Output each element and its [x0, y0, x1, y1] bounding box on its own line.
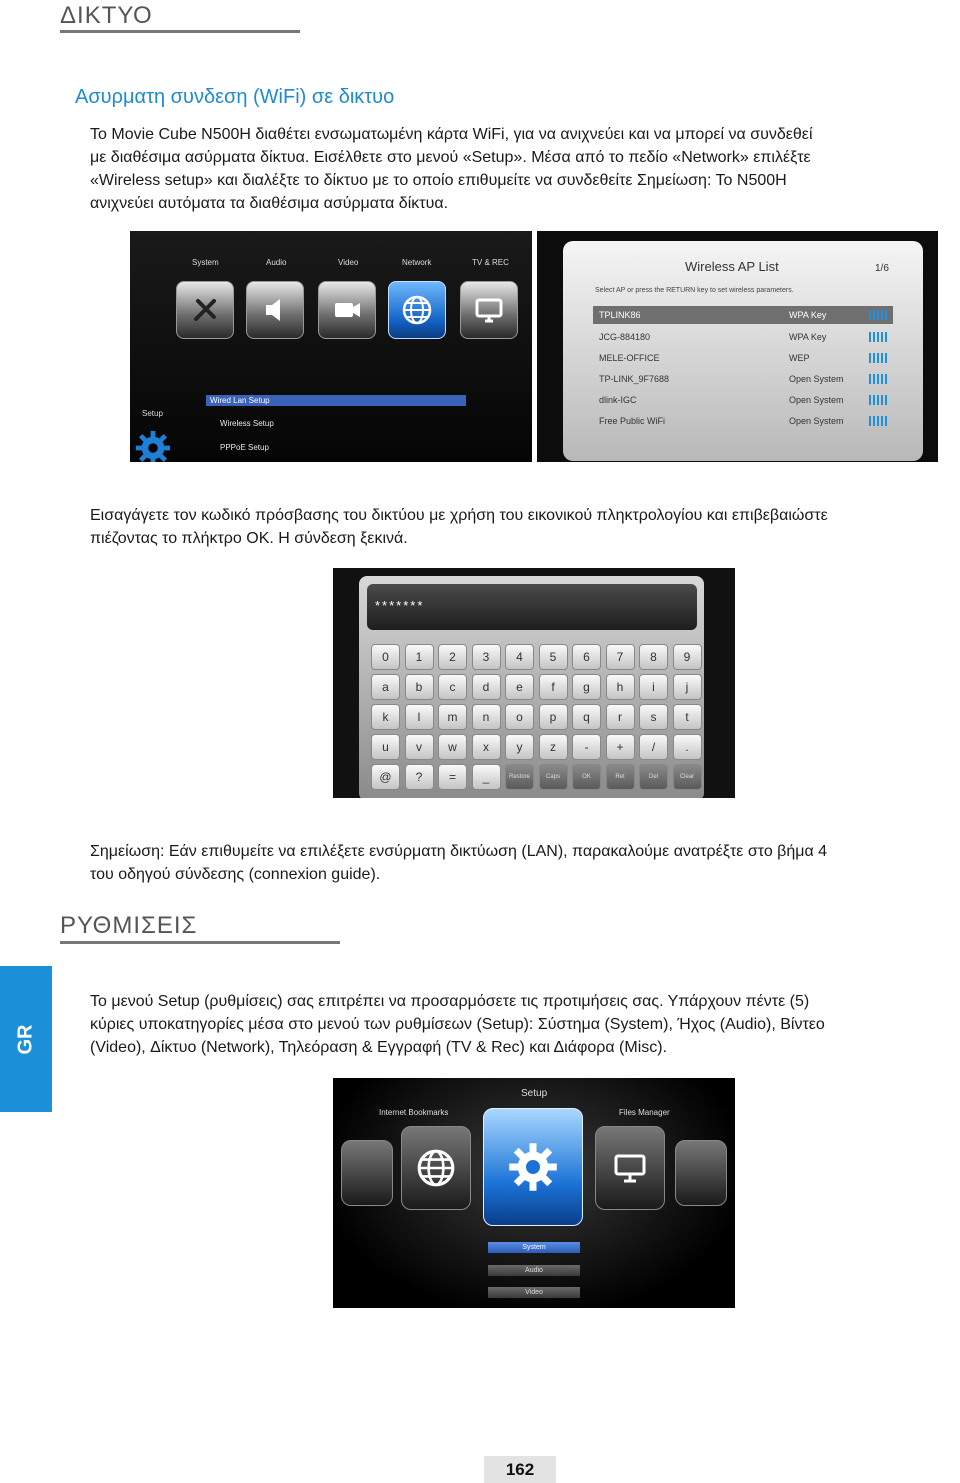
keyboard-key: c — [438, 674, 467, 700]
tab-video: Video — [338, 258, 359, 267]
keyboard-key: o — [505, 704, 534, 730]
wifi-paragraph-line: ανιχνεύει αυτόματα τα διαθέσιμα ασύρματα δίκτυα. — [90, 195, 449, 212]
globe-icon — [415, 1147, 457, 1189]
keyboard-key: 0 — [371, 644, 400, 670]
keyboard-key: y — [505, 734, 534, 760]
tools-icon — [188, 293, 222, 327]
ap-row — [593, 349, 893, 367]
keyboard-key: z — [539, 734, 568, 760]
keyboard-key: j — [673, 674, 702, 700]
keyboard-key: q — [572, 704, 601, 730]
keyboard-key: x — [472, 734, 501, 760]
tv-tile — [460, 281, 518, 339]
settings-paragraph-line: (Video), Δίκτυο (Network), Τηλεόραση & Εγγραφή (TV & Rec) και Διάφορα (Misc). — [90, 1039, 668, 1056]
signal-icon — [869, 310, 887, 320]
section-rule-network — [60, 30, 300, 33]
keyboard-key: s — [639, 704, 668, 730]
camera-icon — [330, 293, 364, 327]
ap-security: Open System — [789, 395, 844, 405]
setup-center-label: Setup — [521, 1088, 548, 1099]
keyboard-key: m — [438, 704, 467, 730]
keyboard-key: r — [606, 704, 635, 730]
password-paragraph-line: Εισαγάγετε τον κωδικό πρόσβασης του δικτύου με χρήση του εικονικού πληκτρολογίου και επιβεβαιώστε — [90, 507, 828, 524]
audio-bar: Audio — [488, 1265, 580, 1276]
wifi-paragraph — [90, 123, 813, 215]
signal-icon — [869, 332, 887, 342]
setup-side-label: Setup — [142, 409, 163, 418]
signal-icon — [869, 416, 887, 426]
keyboard-key: 4 — [505, 644, 534, 670]
language-tab-label: GR — [14, 1024, 37, 1054]
keyboard-key: 9 — [673, 644, 702, 670]
wifi-paragraph-line: «Wireless setup» και διαλέξτε το δίκτυο με το οποίο επιθυμείτε να συνδεθείτε Σημείωση: Το N500H — [90, 172, 787, 189]
wifi-paragraph-line: Το Movie Cube N500H διαθέτει ενσωματωμένη κάρτα WiFi, για να ανιχνεύει και να μπορεί να συνδεθεί — [90, 126, 813, 143]
settings-paragraph — [90, 990, 825, 1059]
keyboard-key: / — [639, 734, 668, 760]
ap-security: Open System — [789, 416, 844, 426]
wireless-setup-item: Wireless Setup — [220, 419, 274, 428]
audio-tile — [246, 281, 304, 339]
ap-name: JCG-884180 — [599, 332, 651, 342]
screenshot-ap-list — [537, 231, 938, 462]
ap-list-page: 1/6 — [875, 263, 889, 274]
ap-security: WPA Key — [789, 332, 827, 342]
keyboard-key: 7 — [606, 644, 635, 670]
ap-list-title: Wireless AP List — [685, 259, 779, 274]
ap-name: Free Public WiFi — [599, 416, 666, 426]
internet-bookmarks-label: Internet Bookmarks — [379, 1108, 449, 1117]
keyboard-key: e — [505, 674, 534, 700]
keyboard-key: b — [405, 674, 434, 700]
ap-row — [593, 306, 893, 324]
gear-icon — [505, 1139, 561, 1195]
keyboard-key: n — [472, 704, 501, 730]
ap-name: MELE-OFFICE — [599, 353, 660, 363]
keyboard-key: t — [673, 704, 702, 730]
wired-lan-setup-item: Wired Lan Setup — [206, 395, 466, 406]
ap-name: TPLINK86 — [599, 310, 641, 320]
settings-paragraph-line: κύριες υποκατηγορίες μέσα στο μενού των ρυθμίσεων (Setup): Σύστημα (System), Ήχος (Audio), Βίντεο — [90, 1016, 825, 1033]
keyboard-key: 5 — [539, 644, 568, 670]
ap-row — [593, 328, 893, 346]
keyboard-key: ? — [405, 764, 434, 790]
video-tile — [318, 281, 376, 339]
ap-list-instruction: Select AP or press the RETURN key to set wireless parameters. — [595, 287, 794, 294]
network-tile — [388, 281, 446, 339]
keyboard-key: l — [405, 704, 434, 730]
keyboard-key: @ — [371, 764, 400, 790]
settings-paragraph-line: Το μενού Setup (ρυθμίσεις) σας επιτρέπει να προσαρμόσετε τις προτιμήσεις σας. Υπάρχουν πέντε (5) — [90, 993, 810, 1010]
keyboard-key: u — [371, 734, 400, 760]
files-manager-label: Files Manager — [619, 1108, 670, 1117]
signal-icon — [869, 395, 887, 405]
keyboard-key: w — [438, 734, 467, 760]
keyboard-key: Caps — [539, 764, 568, 790]
tab-tv-rec: TV & REC — [472, 258, 509, 267]
signal-icon — [869, 353, 887, 363]
signal-icon — [869, 374, 887, 384]
keyboard-key: + — [606, 734, 635, 760]
keyboard-key: k — [371, 704, 400, 730]
tab-audio: Audio — [266, 258, 287, 267]
video-bar: Video — [488, 1287, 580, 1298]
section-title-network: ΔΙΚΤΥΟ — [60, 2, 153, 29]
lan-note-line: Σημείωση: Εάν επιθυμείτε να επιλέξετε ενσύρματη δικτύωση (LAN), παρακαλούμε ανατρέξτε στο βήμα 4 — [90, 843, 828, 860]
wifi-heading: Ασυρματη συνδεση (WiFi) σε δικτυο — [75, 86, 395, 108]
files-tile — [595, 1126, 665, 1210]
language-tab — [0, 966, 52, 1112]
keyboard-key: i — [639, 674, 668, 700]
ap-row — [593, 370, 893, 388]
keyboard-key: Restore — [505, 764, 534, 790]
ap-name: TP-LINK_9F7688 — [599, 374, 670, 384]
ap-name: dlink-IGC — [599, 395, 637, 405]
ap-security: Open System — [789, 374, 844, 384]
screenshot-setup-network — [130, 231, 532, 462]
keyboard-key: _ — [472, 764, 501, 790]
keyboard-key: OK — [572, 764, 601, 790]
section-title-settings: ΡΥΘΜΙΣΕΙΣ — [60, 912, 198, 939]
tv-icon — [472, 293, 506, 327]
password-input: ******* — [367, 584, 697, 630]
keyboard-key: g — [572, 674, 601, 700]
ap-row — [593, 391, 893, 409]
setup-tile — [483, 1108, 583, 1226]
wifi-paragraph-line: με διαθέσιμα ασύρματα δίκτυα. Εισέλθετε στο μενού «Setup». Μέσα από το πεδίο «Network» επιλέξτε — [90, 149, 811, 166]
keyboard-key: d — [472, 674, 501, 700]
keyboard-key: - — [572, 734, 601, 760]
gear-icon — [134, 429, 172, 462]
internet-tile — [401, 1126, 471, 1210]
keyboard-key: 2 — [438, 644, 467, 670]
ap-row — [593, 412, 893, 430]
tab-system: System — [192, 258, 219, 267]
keyboard-key: Del — [639, 764, 668, 790]
password-paragraph — [90, 504, 828, 550]
pppoe-setup-item: PPPoE Setup — [220, 443, 269, 452]
keyboard-key: Clear — [673, 764, 702, 790]
misc-tile — [675, 1140, 727, 1206]
keyboard-key: 8 — [639, 644, 668, 670]
keyboard-key: = — [438, 764, 467, 790]
screenshot-keyboard — [333, 568, 735, 798]
page-number: 162 — [484, 1456, 556, 1483]
lan-note-line: του οδηγού σύνδεσης (connexion guide). — [90, 866, 381, 883]
lan-note-paragraph — [90, 840, 827, 886]
keyboard-key: 1 — [405, 644, 434, 670]
system-bar: System — [488, 1242, 580, 1253]
speaker-icon — [258, 293, 292, 327]
keyboard-key: h — [606, 674, 635, 700]
keyboard-key: f — [539, 674, 568, 700]
screenshot-setup-home — [333, 1078, 735, 1308]
section-rule-settings — [60, 941, 340, 944]
globe-icon — [400, 293, 434, 327]
password-paragraph-line: πιέζοντας το πλήκτρο OK. Η σύνδεση ξεκινά. — [90, 530, 408, 547]
keyboard-key: Ret — [606, 764, 635, 790]
ap-security: WPA Key — [789, 310, 827, 320]
keyboard-key: a — [371, 674, 400, 700]
keyboard-key: 3 — [472, 644, 501, 670]
ap-security: WEP — [789, 353, 810, 363]
tab-network: Network — [402, 258, 432, 267]
bookmarks-tile — [341, 1140, 393, 1206]
monitor-icon — [610, 1148, 650, 1188]
keyboard-key: v — [405, 734, 434, 760]
keyboard-key: . — [673, 734, 702, 760]
keyboard-key: 6 — [572, 644, 601, 670]
system-tile — [176, 281, 234, 339]
keyboard-key: p — [539, 704, 568, 730]
